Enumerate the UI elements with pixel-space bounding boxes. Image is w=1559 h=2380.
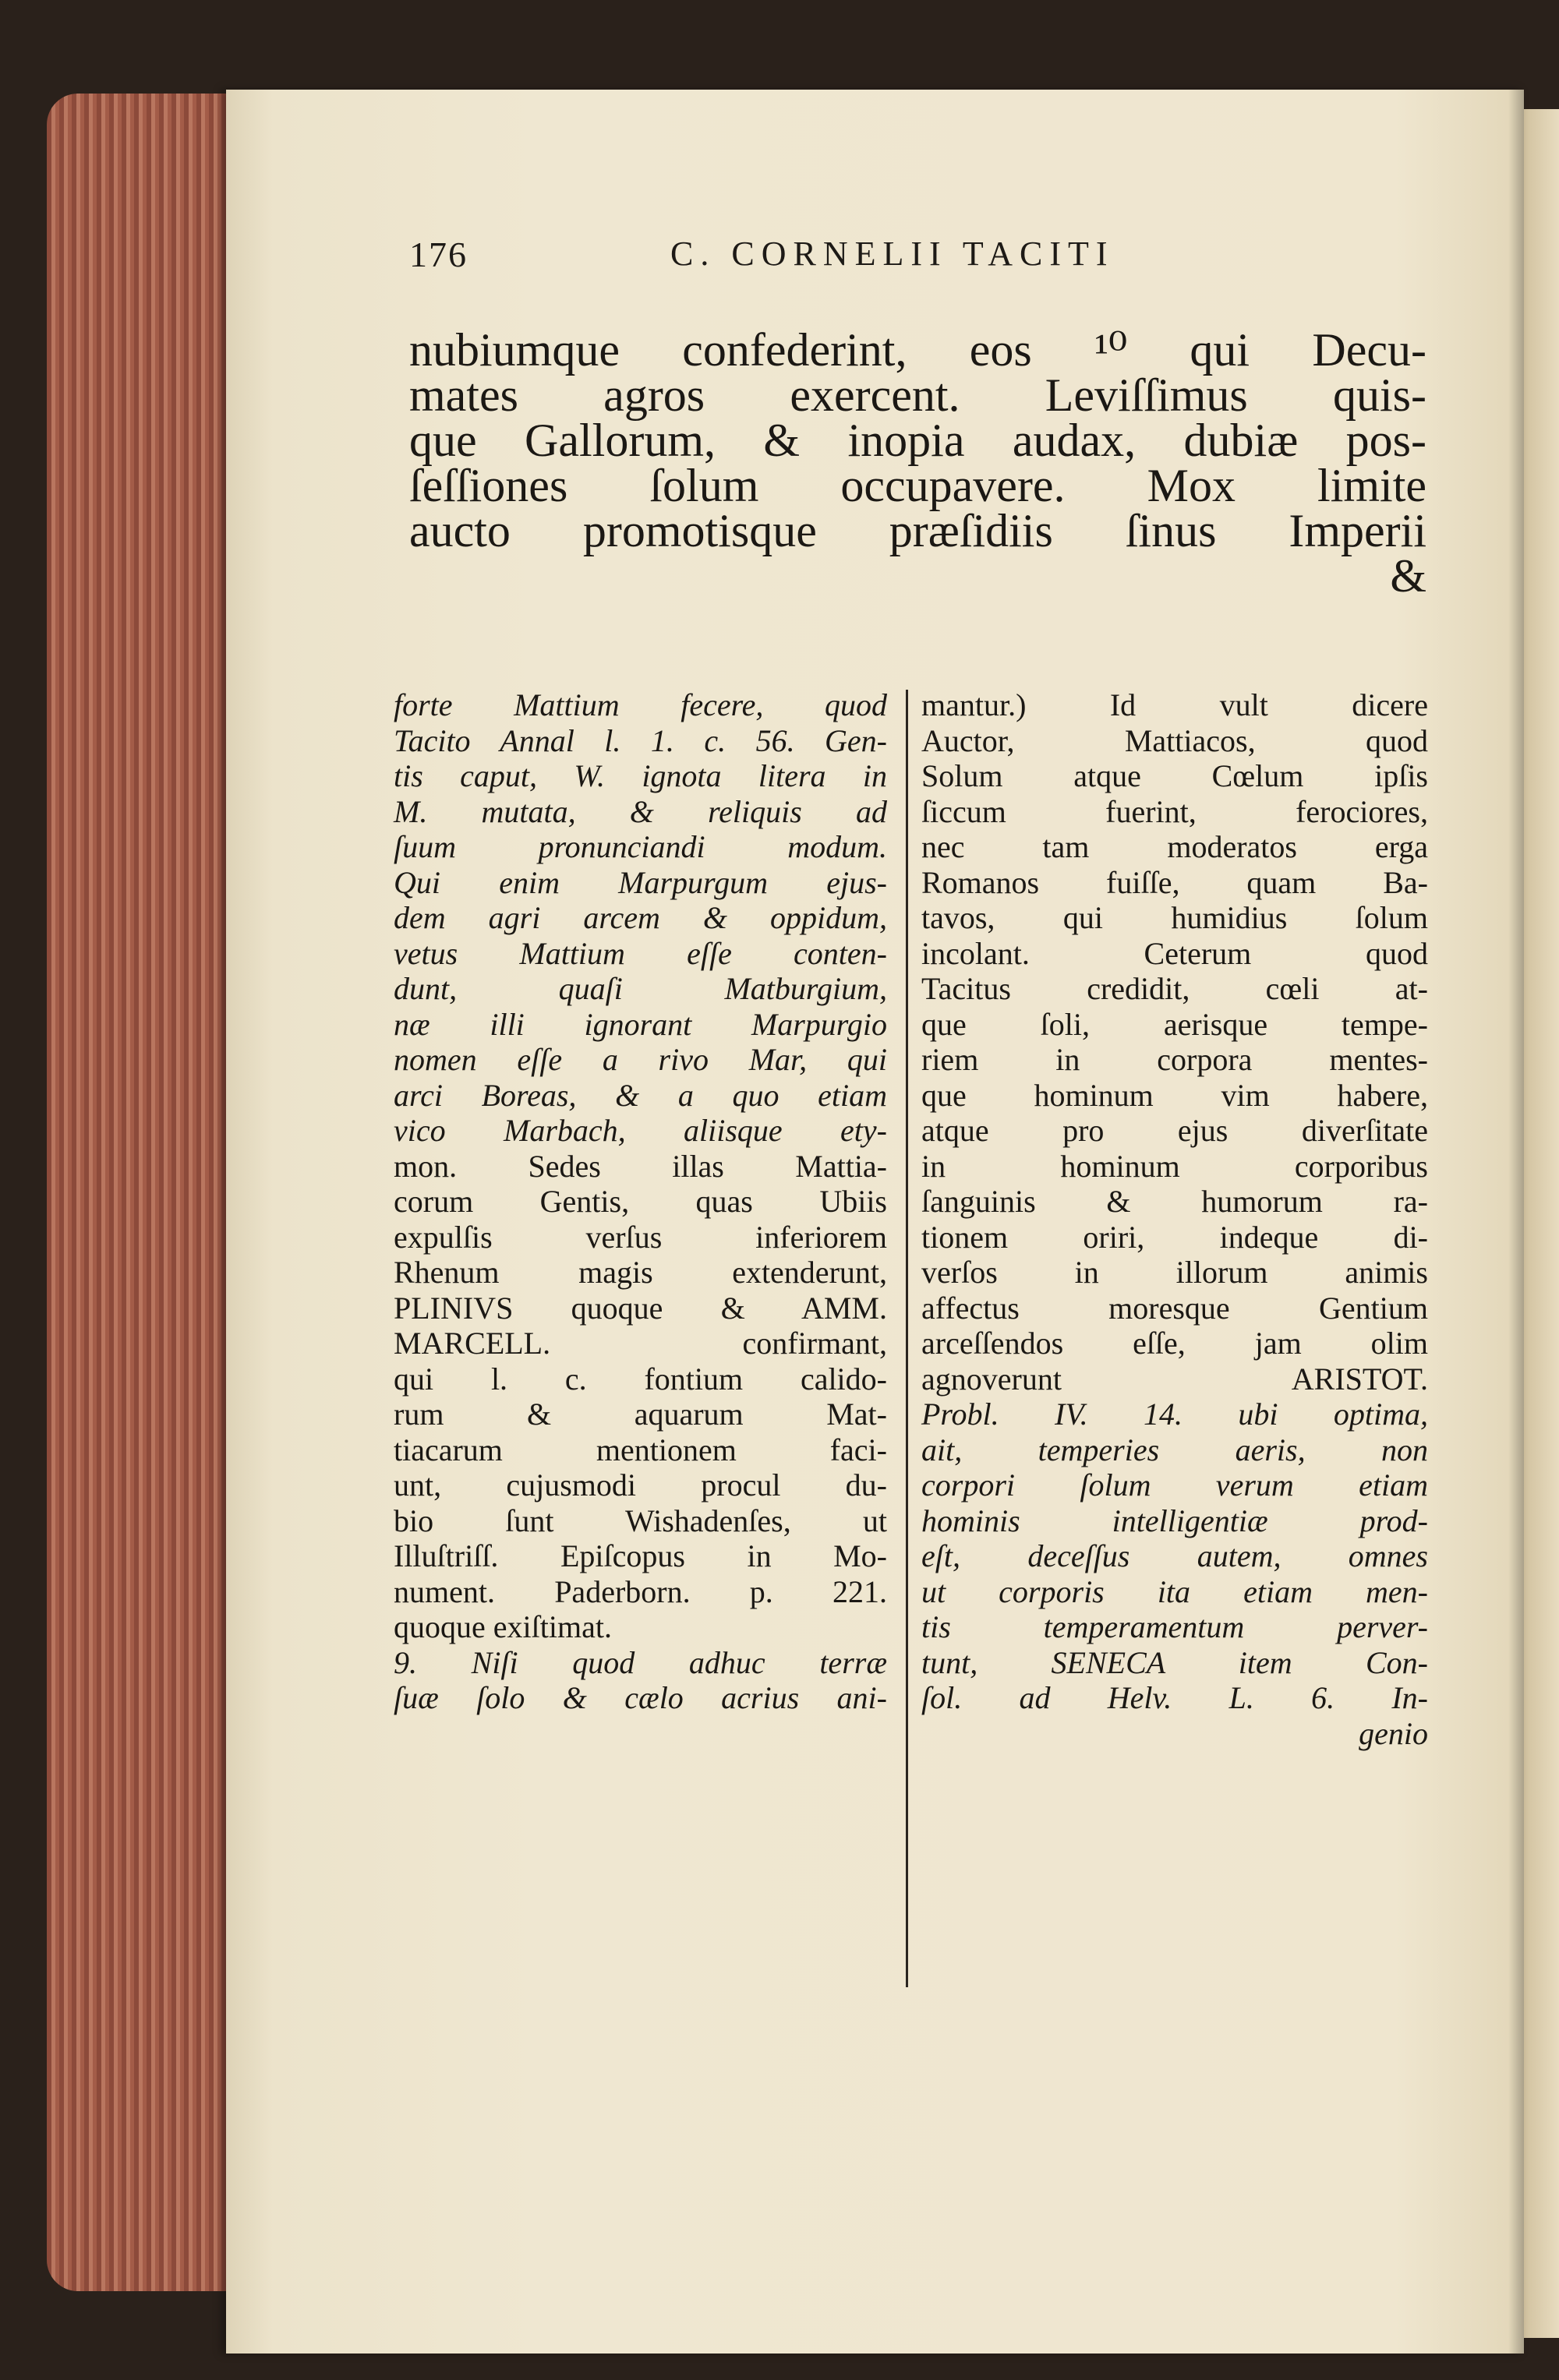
footnote-line: expulſis verſus inferiorem [394, 1219, 887, 1255]
footnote-line: ſuum pronunciandi modum. [394, 829, 887, 864]
footnote-line: que hominum vim habere, [921, 1077, 1428, 1113]
footnote-line: Illuſtriſſ. Epiſcopus in Mo- [394, 1538, 887, 1573]
page-header [409, 234, 1189, 288]
footnote-line: que ſoli, aerisque tempe- [921, 1006, 1428, 1042]
main-text-line: ſeſſiones ſolum occupavere. Mox limite [409, 460, 1426, 511]
footnote-line: Probl. IV. 14. ubi optima, [921, 1397, 1428, 1432]
footnote-line: Solum atque Cœlum ipſis [921, 758, 1428, 793]
footnote-column-left [394, 687, 887, 1716]
footnote-line: ſanguinis & humorum ra- [921, 1184, 1428, 1219]
footnote-line: mon. Sedes illas Mattia- [394, 1148, 887, 1184]
footnote-line: Auctor, Mattiacos, quod [921, 722, 1428, 758]
footnote-line: tionem oriri, indeque di- [921, 1219, 1428, 1255]
footnote-line: verſos in illorum animis [921, 1255, 1428, 1290]
footnote-line: unt, cujusmodi procul du- [394, 1467, 887, 1503]
footnote-line: agnoverunt ARISTOT. [921, 1361, 1428, 1397]
footnote-line: tavos, qui humidius ſolum [921, 900, 1428, 935]
footnote-line: ſol. ad Helv. L. 6. In- [921, 1680, 1428, 1715]
column-divider [906, 690, 908, 1987]
catchword: genio [1359, 1715, 1428, 1751]
page-number: 176 [409, 235, 468, 274]
footnote-line: 9. Niſi quod adhuc terræ [394, 1644, 887, 1680]
footnote-line: tunt, SENECA item Con- [921, 1644, 1428, 1680]
footnote-line: Tacitus credidit, cœli at- [921, 971, 1428, 1006]
facing-page-edge [1520, 109, 1559, 2338]
book-page-block-edge [47, 94, 226, 2291]
footnote-line: Rhenum magis extenderunt, [394, 1255, 887, 1290]
footnote-line: affectus moresque Gentium [921, 1290, 1428, 1326]
footnote-line: vetus Mattium eſſe conten- [394, 935, 887, 971]
catchword: & [1390, 550, 1426, 602]
footnote-line: Tacito Annal l. 1. c. 56. Gen- [394, 722, 887, 758]
main-text-line: nubiumque confederint, eos ¹⁰ qui Decu- [409, 324, 1426, 376]
footnote-line: riem in corpora mentes- [921, 1042, 1428, 1077]
footnote-line: ſuæ ſolo & cælo acrius ani- [394, 1680, 887, 1715]
footnote-line: MARCELL. confirmant, [394, 1326, 887, 1361]
main-text-line: aucto promotisque præſidiis ſinus Imperii [409, 505, 1426, 556]
footnote-line: dunt, quaſi Matburgium, [394, 971, 887, 1006]
footnote-line: M. mutata, & reliquis ad [394, 793, 887, 829]
footnote-line: ut corporis ita etiam men- [921, 1573, 1428, 1609]
footnote-line: tis caput, W. ignota litera in [394, 758, 887, 793]
footnote-line: quoque exiſtimat. [394, 1609, 612, 1644]
footnote-line: Romanos fuiſſe, quam Ba- [921, 864, 1428, 900]
footnote-line: corum Gentis, quas Ubiis [394, 1184, 887, 1219]
main-text-line: mates agros exercent. Leviſſimus quis- [409, 369, 1426, 421]
footnote-line: forte Mattium fecere, quod [394, 687, 887, 722]
footnote-line: in hominum corporibus [921, 1148, 1428, 1184]
main-text-line: que Gallorum, & inopia audax, dubiæ pos- [409, 415, 1426, 466]
footnote-line: dem agri arcem & oppidum, [394, 900, 887, 935]
footnote-line: bio ſunt Wishadenſes, ut [394, 1503, 887, 1538]
footnote-line: rum & aquarum Mat- [394, 1397, 887, 1432]
footnote-line: Qui enim Marpurgum ejus- [394, 864, 887, 900]
footnote-line: vico Marbach, aliisque ety- [394, 1113, 887, 1148]
footnote-line: incolant. Ceterum quod [921, 935, 1428, 971]
footnote-line: qui l. c. fontium calido- [394, 1361, 887, 1397]
footnote-line: eſt, deceſſus autem, omnes [921, 1538, 1428, 1573]
gutter-shadow [1508, 90, 1524, 2354]
footnote-line: ait, temperies aeris, non [921, 1432, 1428, 1467]
footnote-column-right [921, 687, 1428, 1751]
footnote-line: tis temperamentum perver- [921, 1609, 1428, 1644]
footnote-line: nument. Paderborn. p. 221. [394, 1573, 887, 1609]
footnote-line: arceſſendos eſſe, jam olim [921, 1326, 1428, 1361]
footnote-line: atque pro ejus diverſitate [921, 1113, 1428, 1148]
footnote-line: mantur.) Id vult dicere [921, 687, 1428, 722]
footnote-line: PLINIVS quoque & AMM. [394, 1290, 887, 1326]
running-title: C. CORNELII TACITI [670, 235, 1115, 273]
footnote-line: tiacarum mentionem faci- [394, 1432, 887, 1467]
footnote-line: corpori ſolum verum etiam [921, 1467, 1428, 1503]
footnote-line: nomen eſſe a rivo Mar, qui [394, 1042, 887, 1077]
footnote-line: ſiccum fuerint, ferociores, [921, 793, 1428, 829]
footnote-line: hominis intelligentiæ prod- [921, 1503, 1428, 1538]
footnote-line: næ illi ignorant Marpurgio [394, 1006, 887, 1042]
main-text-block [409, 324, 1426, 602]
footnote-line: arci Boreas, & a quo etiam [394, 1077, 887, 1113]
footnote-line: nec tam moderatos erga [921, 829, 1428, 864]
